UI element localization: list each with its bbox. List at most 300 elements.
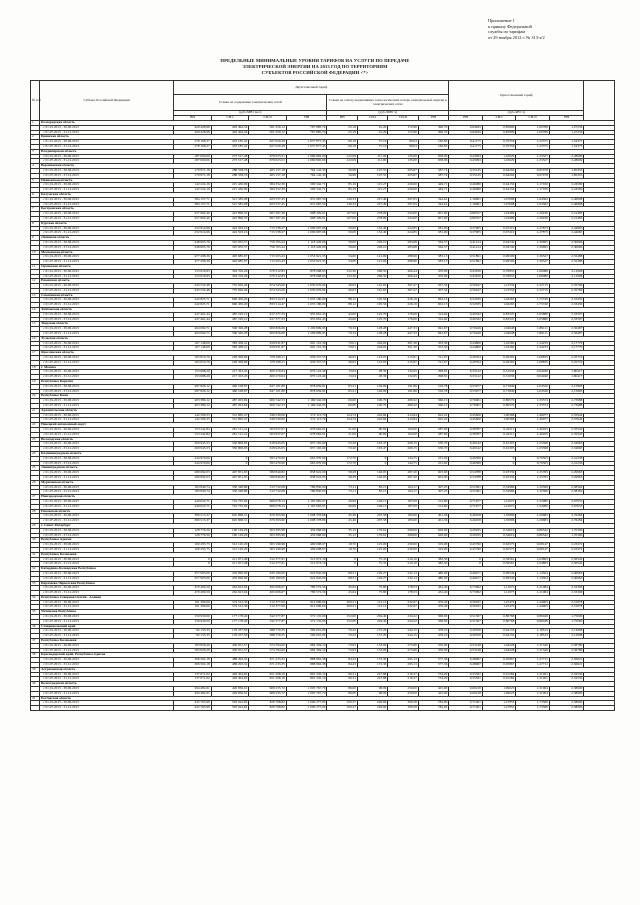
- tariff-value: 112,15: [357, 600, 387, 605]
- tariff-value: 572 115,79: [286, 418, 327, 423]
- tariff-value: 232,14: [388, 571, 418, 576]
- tariff-value: 1 099 997,66: [286, 226, 327, 231]
- tariff-value: 784,00: [418, 706, 448, 711]
- tariff-value: 73,63: [327, 643, 357, 648]
- tariff-value: 465 157,18: [249, 168, 287, 173]
- tariff-value: 107,00: [327, 216, 357, 221]
- tariff-value: 476,46: [418, 600, 448, 605]
- tariff-value: 436 051,57: [211, 648, 249, 653]
- header-spacer: [584, 81, 615, 121]
- tariff-value: 301,30: [388, 346, 418, 351]
- tariff-value: 0,68147: [516, 547, 550, 552]
- tariff-value: 0,54016: [482, 528, 516, 533]
- tariff-value: 187,09: [388, 499, 418, 504]
- tariff-value: 390,70: [418, 130, 448, 135]
- tariff-value: 262 623,94: [211, 586, 249, 591]
- tariff-value: 128 776,50: [174, 533, 212, 538]
- period-label: с 01.01.2013 - 30.06.2013: [40, 658, 174, 663]
- tariff-value: 1 195 965,97: [286, 499, 327, 504]
- tariff-value: 622,22: [418, 418, 448, 423]
- tariff-value: 0,43250: [449, 269, 483, 274]
- tariff-value: 406,44: [388, 269, 418, 274]
- tariff-value: 0: [482, 456, 516, 461]
- header-level: ВН: [174, 116, 212, 121]
- tariff-value: 561 259,12: [249, 130, 287, 135]
- tariff-value: 2,29963: [549, 475, 584, 480]
- tariff-value: 667 297,46: [249, 212, 287, 217]
- period-label: с 01.01.2013 - 30.06.2013: [40, 442, 174, 447]
- tariff-value: 288 558,76: [211, 168, 249, 173]
- tariff-value: 0,46458: [449, 519, 483, 524]
- tariff-value: 645 868,31: [211, 519, 249, 524]
- tariff-value: 128 776,50: [174, 528, 212, 533]
- tariff-value: 414,84: [388, 418, 418, 423]
- tariff-value: 266,50: [357, 274, 387, 279]
- tariff-value: 423 896,35: [211, 212, 249, 217]
- period-label: с 01.07.2013 - 31.12.2013: [40, 245, 174, 250]
- tariff-value: 84,43: [327, 663, 357, 668]
- tariff-value: 228 309,69: [211, 356, 249, 361]
- tariff-value: 1,17106: [516, 183, 550, 188]
- region-name: Тульская область: [40, 336, 615, 341]
- tariff-value: 172,30: [357, 663, 387, 668]
- period-label: с 01.01.2013 - 30.06.2013: [40, 600, 174, 605]
- tariff-value: 2,35766: [549, 288, 584, 293]
- tariff-value: 13,04: [327, 375, 357, 380]
- tariff-value: 513 732,08: [249, 485, 287, 490]
- tariff-value: 0,76001: [449, 399, 483, 404]
- tariff-value: 679 393,90: [249, 514, 287, 519]
- tariff-value: 488 293,32: [211, 663, 249, 668]
- tariff-value: 231,02: [418, 461, 448, 466]
- tariff-value: 79,34: [327, 327, 357, 332]
- tariff-value: 288,96: [388, 255, 418, 260]
- tariff-value: 155 616,93: [174, 269, 212, 274]
- tariff-value: 1,94362: [516, 197, 550, 202]
- tariff-value: 595 624,82: [211, 706, 249, 711]
- tariff-value: 0,89570: [482, 399, 516, 404]
- tariff-value: 587,00: [418, 432, 448, 437]
- tariff-value: 512 377,00: [249, 605, 287, 610]
- tariff-value: 0,30550: [449, 629, 483, 634]
- tariff-value: 1,27853: [482, 701, 516, 706]
- tariff-value: 0,83547: [482, 317, 516, 322]
- tariff-value: 0,94740: [482, 240, 516, 245]
- tariff-value: 0: [357, 456, 387, 461]
- header-level: НН: [286, 116, 327, 121]
- tariff-value: 581,00: [418, 231, 448, 236]
- tariff-value: 243 532,48: [174, 284, 212, 289]
- region-name: Московская область: [40, 250, 615, 255]
- tariff-value: 294 482,61: [174, 691, 212, 696]
- document-title: [150, 58, 480, 75]
- tariff-value: 2,76284: [549, 519, 584, 524]
- tariff-value: 0,42511: [482, 428, 516, 433]
- tariff-value: 2,33507: [549, 312, 584, 317]
- tariff-value: 301,30: [388, 341, 418, 346]
- tariff-value: 1,75740: [516, 298, 550, 303]
- tariff-value: 2,56542: [549, 562, 584, 567]
- period-label: с 01.07.2013 - 31.12.2013: [40, 691, 174, 696]
- tariff-value: 878 068,63: [286, 274, 327, 279]
- tariff-value: 303 395,98: [249, 533, 287, 538]
- tariff-value: 1 037 877,43: [286, 144, 327, 149]
- tariff-value: 165 810,79: [174, 360, 212, 365]
- tariff-value: 294 482,61: [174, 687, 212, 692]
- tariff-value: 191,86: [388, 384, 418, 389]
- tariff-value: 424 503,16: [211, 226, 249, 231]
- tariff-value: 75,16: [357, 140, 387, 145]
- tariff-value: 380 515,37: [174, 519, 212, 524]
- tariff-value: 111,00: [357, 159, 387, 164]
- tariff-value: 1,27853: [482, 706, 516, 711]
- tariff-value: 66,18: [327, 140, 357, 145]
- tariff-value: 1,00786: [516, 125, 550, 130]
- tariff-value: 2,17779: [549, 346, 584, 351]
- tariff-value: 149,33: [327, 202, 357, 207]
- tariff-value: 0,97478: [516, 173, 550, 178]
- tariff-value: 0,46302: [482, 360, 516, 365]
- tariff-value: 172,30: [357, 658, 387, 663]
- tariff-value: 248 605,79: [174, 240, 212, 245]
- tariff-value: 1,36347: [516, 260, 550, 265]
- tariff-value: 1,06086: [516, 269, 550, 274]
- tariff-value: 368,00: [418, 615, 448, 620]
- tariff-value: 83,15: [357, 485, 387, 490]
- tariff-value: 622,22: [418, 413, 448, 418]
- period-label: с 01.07.2013 - 31.12.2013: [40, 317, 174, 322]
- tariff-value: 2,73988: [549, 399, 584, 404]
- tariff-value: 226,10: [357, 240, 387, 245]
- tariff-value: 1,49165: [516, 428, 550, 433]
- tariff-value: 1,89111: [516, 327, 550, 332]
- tariff-value: 344,61: [418, 197, 448, 202]
- tariff-value: 75,80: [357, 591, 387, 596]
- tariff-value: 679 393,90: [249, 519, 287, 524]
- tariff-value: 715 503,43: [249, 260, 287, 265]
- tariff-value: 307,25: [418, 485, 448, 490]
- tariff-value: 220,00: [388, 188, 418, 193]
- region-name: Смоленская область: [40, 293, 615, 298]
- tariff-value: 564,37: [418, 245, 448, 250]
- row-number: 5: [31, 178, 40, 183]
- tariff-value: 721,97: [418, 360, 448, 365]
- tariff-value: 388 779,35: [249, 629, 287, 634]
- header-level: СН-II: [249, 116, 287, 121]
- tariff-value: 574 764,00: [249, 648, 287, 653]
- tariff-value: 1 098 378,86: [286, 519, 327, 524]
- tariff-value: 167 148,09: [174, 341, 212, 346]
- tariff-value: 1,04893: [516, 557, 550, 562]
- tariff-value: 2,34530: [549, 677, 584, 682]
- period-label: с 01.07.2013 - 31.12.2013: [40, 461, 174, 466]
- region-name: Тверская область: [40, 322, 615, 327]
- region-name: Калининградская область: [40, 451, 615, 456]
- tariff-value: 128,28: [357, 327, 387, 332]
- tariff-value: 691 101,39: [286, 341, 327, 346]
- tariff-value: 826 798,82: [249, 706, 287, 711]
- tariff-value: 0,50447: [449, 284, 483, 289]
- tariff-value: 2,17779: [549, 341, 584, 346]
- tariff-value: 400 270,04: [249, 370, 287, 375]
- tariff-value: 350 809,83: [211, 447, 249, 452]
- tariff-value: 142 224,19: [174, 183, 212, 188]
- tariff-value: 671 233,35: [249, 658, 287, 663]
- row-number: 15: [31, 322, 40, 327]
- tariff-value: 784,00: [418, 701, 448, 706]
- tariff-value: 153 998,29: [174, 370, 212, 375]
- period-label: с 01.01.2013 - 30.06.2013: [40, 399, 174, 404]
- row-number: 41: [31, 696, 40, 701]
- tariff-value: 2,55944: [549, 418, 584, 423]
- tariff-value: 660 450,20: [211, 298, 249, 303]
- tariff-value: 0,49471: [449, 576, 483, 581]
- tariff-value: 603,00: [418, 471, 448, 476]
- tariff-value: 146,95: [357, 471, 387, 476]
- tariff-value: 176,00: [388, 312, 418, 317]
- tariff-value: 75,80: [357, 586, 387, 591]
- period-label: с 01.01.2013 - 30.06.2013: [40, 255, 174, 260]
- tariff-value: 922 845,00: [286, 576, 327, 581]
- tariff-value: 1,12534: [482, 288, 516, 293]
- tariff-value: 1 118 426,09: [286, 240, 327, 245]
- tariff-value: 1,27711: [516, 663, 550, 668]
- appendix-line: от 29 ноября 2012 г. № 313-э/2: [488, 34, 545, 40]
- tariff-value: 1,39695: [516, 245, 550, 250]
- tariff-value: 0,35391: [449, 677, 483, 682]
- tariff-value: 660 450,20: [211, 303, 249, 308]
- period-label: с 01.01.2013 - 30.06.2013: [40, 298, 174, 303]
- tariff-value: 75,33: [357, 562, 387, 567]
- row-number: 10: [31, 250, 40, 255]
- tariff-value: 2,44665: [549, 231, 584, 236]
- region-name: Рязанская область: [40, 279, 615, 284]
- tariff-value: 390,70: [418, 125, 448, 130]
- tariff-value: 0,48967: [449, 658, 483, 663]
- tariff-value: 2,28609: [549, 159, 584, 164]
- tariff-value: 1 118 426,09: [286, 245, 327, 250]
- tariff-value: 1,49165: [516, 432, 550, 437]
- tariff-value: 137 671,02: [174, 677, 212, 682]
- tariff-value: 2,58600: [549, 706, 584, 711]
- tariff-value: 205,67: [388, 173, 418, 178]
- header-level: ВН: [327, 116, 357, 121]
- tariff-value: 516,78: [418, 389, 448, 394]
- row-number: 32: [31, 567, 40, 572]
- tariff-value: 132,65: [388, 375, 418, 380]
- tariff-value: 383 438,41: [211, 341, 249, 346]
- tariff-value: 234,22: [388, 619, 418, 624]
- tariff-value: 764 142,30: [286, 173, 327, 178]
- tariff-value: 2,11606: [549, 269, 584, 274]
- tariff-value: 900 826,69: [249, 332, 287, 337]
- row-number: 16: [31, 336, 40, 341]
- period-label: с 01.01.2013 - 30.06.2013: [40, 586, 174, 591]
- tariff-value: 1,33327: [516, 154, 550, 159]
- tariff-value: 66,18: [327, 144, 357, 149]
- tariff-value: 931 687,50: [286, 202, 327, 207]
- tariff-value: 1 169 342,00: [286, 399, 327, 404]
- tariff-value: 734,29: [418, 677, 448, 682]
- tariff-value: 137,20: [357, 634, 387, 639]
- tariff-value: 0: [174, 562, 212, 567]
- tariff-value: 374 512,36: [211, 600, 249, 605]
- tariff-value: 715 503,43: [249, 255, 287, 260]
- tariff-value: 1,10029: [482, 154, 516, 159]
- tariff-value: 107,00: [327, 212, 357, 217]
- tariff-value: 209,21: [327, 600, 357, 605]
- tariff-value: 459 968,00: [286, 533, 327, 538]
- tariff-value: 578 298,11: [249, 356, 287, 361]
- tariff-value: 0,37905: [449, 231, 483, 236]
- tariff-value: 18,70: [327, 543, 357, 548]
- tariff-value: 0,50447: [449, 288, 483, 293]
- tariff-value: 0,62575: [482, 547, 516, 552]
- tariff-value: 1,73580: [516, 706, 550, 711]
- tariff-value: 226,19: [388, 298, 418, 303]
- tariff-value: 1,46077: [516, 418, 550, 423]
- region-name: Белгородская область: [40, 121, 615, 126]
- tariff-value: 0,71677: [449, 504, 483, 509]
- tariff-value: 152,30: [327, 269, 357, 274]
- tariff-value: 0,43993: [449, 159, 483, 164]
- tariff-value: 998 329,91: [286, 216, 327, 221]
- tariff-value: 0,91284: [482, 677, 516, 682]
- tariff-value: 764 142,30: [286, 168, 327, 173]
- tariff-value: 98,99: [357, 691, 387, 696]
- tariff-value: 0,51936: [482, 375, 516, 380]
- tariff-value: 0,61305: [482, 442, 516, 447]
- tariff-value: 227,49: [357, 202, 387, 207]
- tariff-value: 618 945,05: [249, 442, 287, 447]
- extra-cell: [584, 706, 615, 711]
- tariff-value: 79,34: [327, 332, 357, 337]
- region-name: Астраханская область: [40, 667, 615, 672]
- tariff-value: 679 023,51: [249, 154, 287, 159]
- tariff-value: 273 517,48: [211, 159, 249, 164]
- period-label: с 01.01.2013 - 30.06.2013: [40, 183, 174, 188]
- tariff-value: 215 430,09: [211, 183, 249, 188]
- tariff-value: 601,00: [418, 216, 448, 221]
- tariff-value: 374 512,36: [211, 605, 249, 610]
- tariff-value: 83,15: [357, 490, 387, 495]
- tariff-value: 331 865,47: [211, 418, 249, 423]
- tariff-value: 178,53: [388, 591, 418, 596]
- tariff-value: 60,00: [327, 399, 357, 404]
- tariff-value: 658,00: [418, 159, 448, 164]
- tariff-value: 350,00: [418, 648, 448, 653]
- period-label: с 01.07.2013 - 31.12.2013: [40, 619, 174, 624]
- tariff-value: 1 053 921,35: [286, 255, 327, 260]
- tariff-value: 0,60218: [449, 691, 483, 696]
- tariff-value: 595 624,82: [211, 701, 249, 706]
- row-number: 13: [31, 293, 40, 298]
- tariff-value: 273,66: [388, 648, 418, 653]
- tariff-value: 297,05: [388, 202, 418, 207]
- tariff-value: 384 352,39: [249, 183, 287, 188]
- tariff-value: 384 157,71: [174, 197, 212, 202]
- tariff-value: 0,99546: [482, 571, 516, 576]
- region-name: Карачаево-Черкесская Республика: [40, 581, 615, 586]
- region-name: Республика Коми: [40, 394, 615, 399]
- period-label: с 01.01.2013 - 30.06.2013: [40, 672, 174, 677]
- tariff-value: 0,46458: [449, 514, 483, 519]
- tariff-value: 325 955,57: [211, 245, 249, 250]
- tariff-value: 459 931,87: [249, 346, 287, 351]
- tariff-value: 1,11075: [482, 591, 516, 596]
- tariff-value: 2,24500: [549, 183, 584, 188]
- period-label: с 01.07.2013 - 31.12.2013: [40, 562, 174, 567]
- tariff-value: 288,96: [388, 260, 418, 265]
- tariff-value: 424 503,16: [211, 231, 249, 236]
- tariff-value: 135,00: [388, 159, 418, 164]
- tariff-value: 767 885,74: [286, 130, 327, 135]
- tariff-value: 0,54986: [482, 485, 516, 490]
- tariff-value: 1,80417: [549, 375, 584, 380]
- tariff-value: 104,17: [388, 485, 418, 490]
- tariff-value: 231,02: [418, 456, 448, 461]
- region-name: Ивановская область: [40, 178, 615, 183]
- tariff-value: 470 499,59: [174, 586, 212, 591]
- row-number: 3: [31, 149, 40, 154]
- tariff-value: 216,37: [388, 672, 418, 677]
- tariff-value: 1,73580: [516, 701, 550, 706]
- tariff-value: 570 312,83: [249, 269, 287, 274]
- tariff-value: 159 930,00: [174, 615, 212, 620]
- tariff-value: 2,36780: [549, 643, 584, 648]
- tariff-value: 878 659,81: [286, 389, 327, 394]
- title-line: ПРЕДЕЛЬНЫЕ МИНИМАЛЬНЫЕ УРОВНИ ТАРИФОВ НА УСЛУГИ ПО ПЕРЕДАЧЕ: [220, 58, 410, 63]
- tariff-table: [30, 80, 615, 711]
- tariff-value: 0,86542: [516, 528, 550, 533]
- tariff-value: 2,11606: [549, 274, 584, 279]
- tariff-value: 0,56181: [449, 605, 483, 610]
- tariff-value: 144,75: [388, 461, 418, 466]
- tariff-value: 414,84: [388, 413, 418, 418]
- tariff-value: 407 851,95: [211, 475, 249, 480]
- tariff-value: 40,03: [327, 288, 357, 293]
- tariff-value: 2,21483: [549, 212, 584, 217]
- tariff-value: 160,83: [418, 140, 448, 145]
- tariff-value: 426 404,65: [211, 672, 249, 677]
- tariff-value: 306 562,18: [174, 663, 212, 668]
- tariff-value: 299,00: [388, 528, 418, 533]
- tariff-value: 298,81: [418, 375, 448, 380]
- tariff-value: 1,16601: [449, 197, 483, 202]
- tariff-value: 0,95867: [482, 658, 516, 663]
- tariff-value: 0,51307: [449, 619, 483, 624]
- tariff-value: 96,31: [327, 672, 357, 677]
- tariff-value: 306 562,18: [174, 658, 212, 663]
- tariff-value: 617 377,33: [249, 312, 287, 317]
- period-label: с 01.01.2013 - 30.06.2013: [40, 356, 174, 361]
- tariff-value: 1 195 965,97: [286, 504, 327, 509]
- tariff-value: 2,30696: [549, 240, 584, 245]
- tariff-value: 191 390,00: [174, 600, 212, 605]
- tariff-value: 2,40663: [549, 571, 584, 576]
- tariff-value: 68,31: [327, 576, 357, 581]
- tariff-value: 0,70563: [516, 461, 550, 466]
- tariff-value: 476,10: [418, 634, 448, 639]
- tariff-value: 2,21483: [549, 216, 584, 221]
- tariff-value: 0,40142: [449, 442, 483, 447]
- tariff-value: 368,00: [418, 619, 448, 624]
- tariff-value: 570 312,83: [249, 274, 287, 279]
- tariff-value: 572 135,00: [286, 615, 327, 620]
- tariff-value: 878 068,63: [286, 269, 327, 274]
- region-name: г. Москва: [40, 365, 615, 370]
- region-name: Кабардино-Балкарская Республика: [40, 567, 615, 572]
